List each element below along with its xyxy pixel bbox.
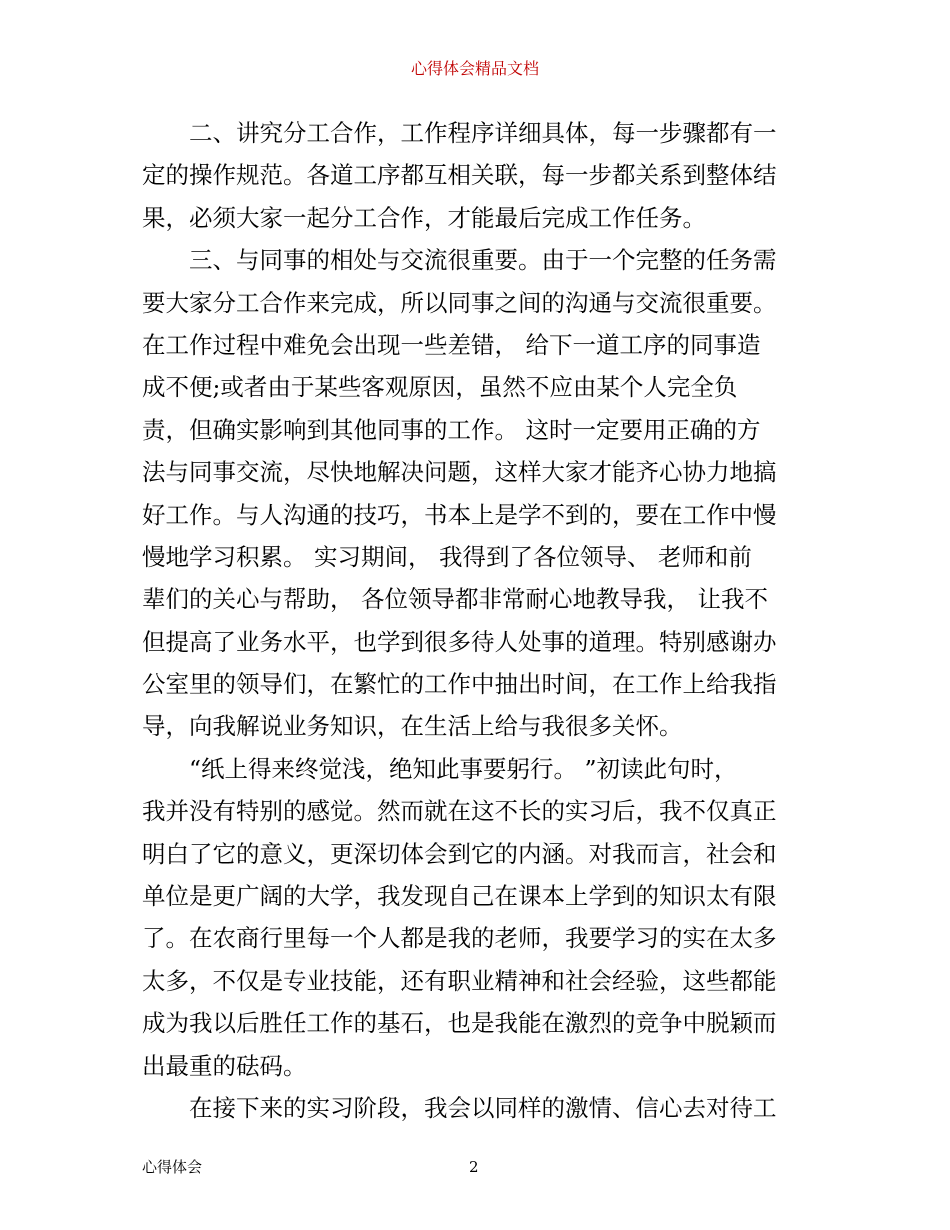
text-line: 要大家分工合作来完成，所以同事之间的沟通与交流很重要。	[142, 288, 777, 317]
page-footer	[142, 1156, 816, 1178]
text-line: 成不便;或者由于某些客观原因，虽然不应由某个人完全负	[142, 373, 738, 402]
text-line: 太多，不仅是专业技能，还有职业精神和社会经验，这些都能	[142, 966, 777, 995]
text-line: 好工作。与人沟通的技巧，书本上是学不到的，要在工作中慢	[142, 500, 777, 529]
text-line: 法与同事交流，尽快地解决问题，这样大家才能齐心协力地搞	[142, 458, 777, 487]
text-line: 成为我以后胜任工作的基石，也是我能在激烈的竞争中脱颖而	[142, 1009, 777, 1038]
page-number: 2	[469, 1158, 479, 1176]
text-line: 定的操作规范。各道工序都互相关联，每一步都关系到整体结	[142, 161, 777, 190]
text-line: 单位是更广阔的大学，我发现自己在课本上学到的知识太有限	[142, 882, 777, 911]
text-line: 责，但确实影响到其他同事的工作。 这时一定要用正确的方	[142, 415, 761, 444]
text-line: 公室里的领导们，在繁忙的工作中抽出时间，在工作上给我指	[142, 670, 777, 699]
text-line: 在工作过程中难免会出现一些差错， 给下一道工序的同事造	[142, 330, 761, 359]
text-line: 我并没有特别的感觉。然而就在这不长的实习后，我不仅真正	[142, 797, 777, 826]
text-line: 果，必须大家一起分工合作，才能最后完成工作任务。	[142, 203, 706, 232]
text-line: 但提高了业务水平，也学到很多待人处事的道理。特别感谢办	[142, 627, 777, 656]
document-body	[142, 112, 816, 1129]
text-line: “纸上得来终觉浅，绝知此事要躬行。 ”初读此句时，	[142, 754, 738, 783]
text-line: 导，向我解说业务知识，在生活上给与我很多关怀。	[142, 712, 683, 741]
text-line: 在接下来的实习阶段，我会以同样的激情、信心去对待工	[142, 1093, 777, 1122]
text-line: 明白了它的意义，更深切体会到它的内涵。对我而言，社会和	[142, 839, 777, 868]
text-line: 出最重的砝码。	[142, 1051, 307, 1080]
text-line: 慢地学习积累。 实习期间， 我得到了各位领导、 老师和前	[142, 542, 752, 571]
text-line: 三、与同事的相处与交流很重要。由于一个完整的任务需	[142, 246, 777, 275]
text-line: 了。在农商行里每一个人都是我的老师，我要学习的实在太多	[142, 924, 777, 953]
footer-label: 心得体会	[142, 1158, 203, 1176]
text-line: 辈们的关心与帮助， 各位领导都非常耐心地教导我， 让我不	[142, 585, 768, 614]
page-header-title: 心得体会精品文档	[410, 59, 539, 78]
text-line: 二、讲究分工合作，工作程序详细具体，每一步骤都有一	[142, 119, 777, 147]
